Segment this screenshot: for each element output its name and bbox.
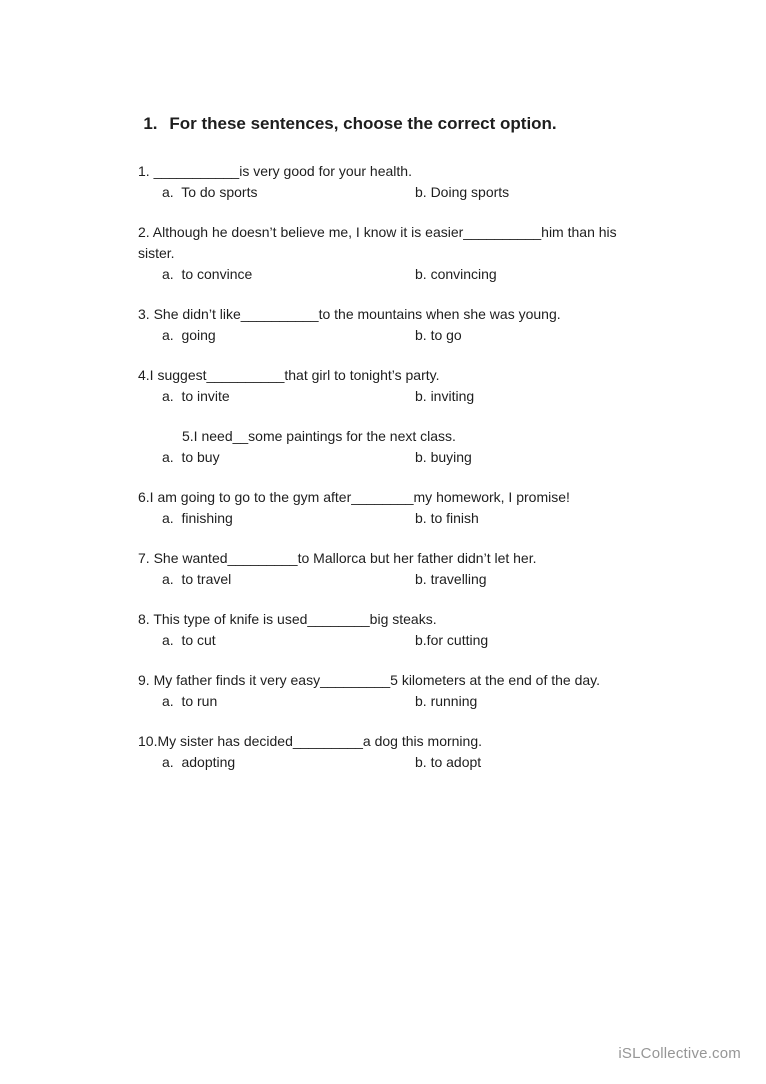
question-2-options [138,264,617,285]
option-b: b. running [415,693,478,709]
question-3 [138,304,617,346]
question-1 [138,161,617,203]
islcollective-watermark: iSLCollective.com [618,1045,741,1062]
exercise-number: 1. [143,114,158,133]
exercise-title [115,91,617,157]
option-a: a. to buy [162,449,220,465]
option-b: b. to finish [415,510,479,526]
option-a: a. to invite [162,388,230,404]
question-8-options [138,630,617,651]
exercise-title-text: For these sentences, choose the correct option. [169,114,557,133]
question-2-text-continued: sister. [138,245,175,261]
option-a: a. to run [162,693,218,709]
question-1-text: 1. ___________is very good for your health. [138,163,412,179]
option-b: b. Doing sports [415,184,510,200]
question-4-options [138,386,617,407]
question-9-options [138,691,617,712]
question-6 [138,487,617,529]
option-a: a. to cut [162,632,216,648]
question-5 [138,426,617,468]
option-a: a. To do sports [162,184,258,200]
question-7-options [138,569,617,590]
question-5-text: 5.I need__some paintings for the next class. [182,428,456,444]
question-9 [138,670,617,712]
question-8 [138,609,617,651]
question-7 [138,548,617,590]
option-a: a. to travel [162,571,232,587]
option-b: b. inviting [415,388,475,404]
option-b: b. convincing [415,266,497,282]
option-b: b. to go [415,327,462,343]
question-6-text: 6.I am going to go to the gym after________my homework, I promise! [138,489,570,505]
question-5-options [138,447,617,468]
option-a: a. to convince [162,266,253,282]
worksheet-content [115,91,617,773]
option-a: a. finishing [162,510,233,526]
question-4-text: 4.I suggest__________that girl to tonight’s party. [138,367,440,383]
option-a: a. adopting [162,754,236,770]
question-7-text: 7. She wanted_________to Mallorca but her father didn’t let her. [138,550,537,566]
option-a: a. going [162,327,216,343]
question-6-options [138,508,617,529]
option-b: b.for cutting [415,632,489,648]
question-10-options [138,752,617,773]
option-b: b. to adopt [415,754,482,770]
question-10-text: 10.My sister has decided_________a dog this morning. [138,733,482,749]
question-3-text: 3. She didn’t like__________to the mountains when she was young. [138,306,561,322]
question-1-options [138,182,617,203]
question-3-options [138,325,617,346]
question-2 [138,222,617,285]
question-2-text: 2. Although he doesn’t believe me, I know it is easier__________him than his [138,224,617,240]
question-10 [138,731,617,773]
question-list [138,161,617,773]
option-b: b. travelling [415,571,487,587]
option-b: b. buying [415,449,472,465]
question-9-text: 9. My father finds it very easy_________5 kilometers at the end of the day. [138,672,601,688]
question-8-text: 8. This type of knife is used________big steaks. [138,611,437,627]
question-4 [138,365,617,407]
